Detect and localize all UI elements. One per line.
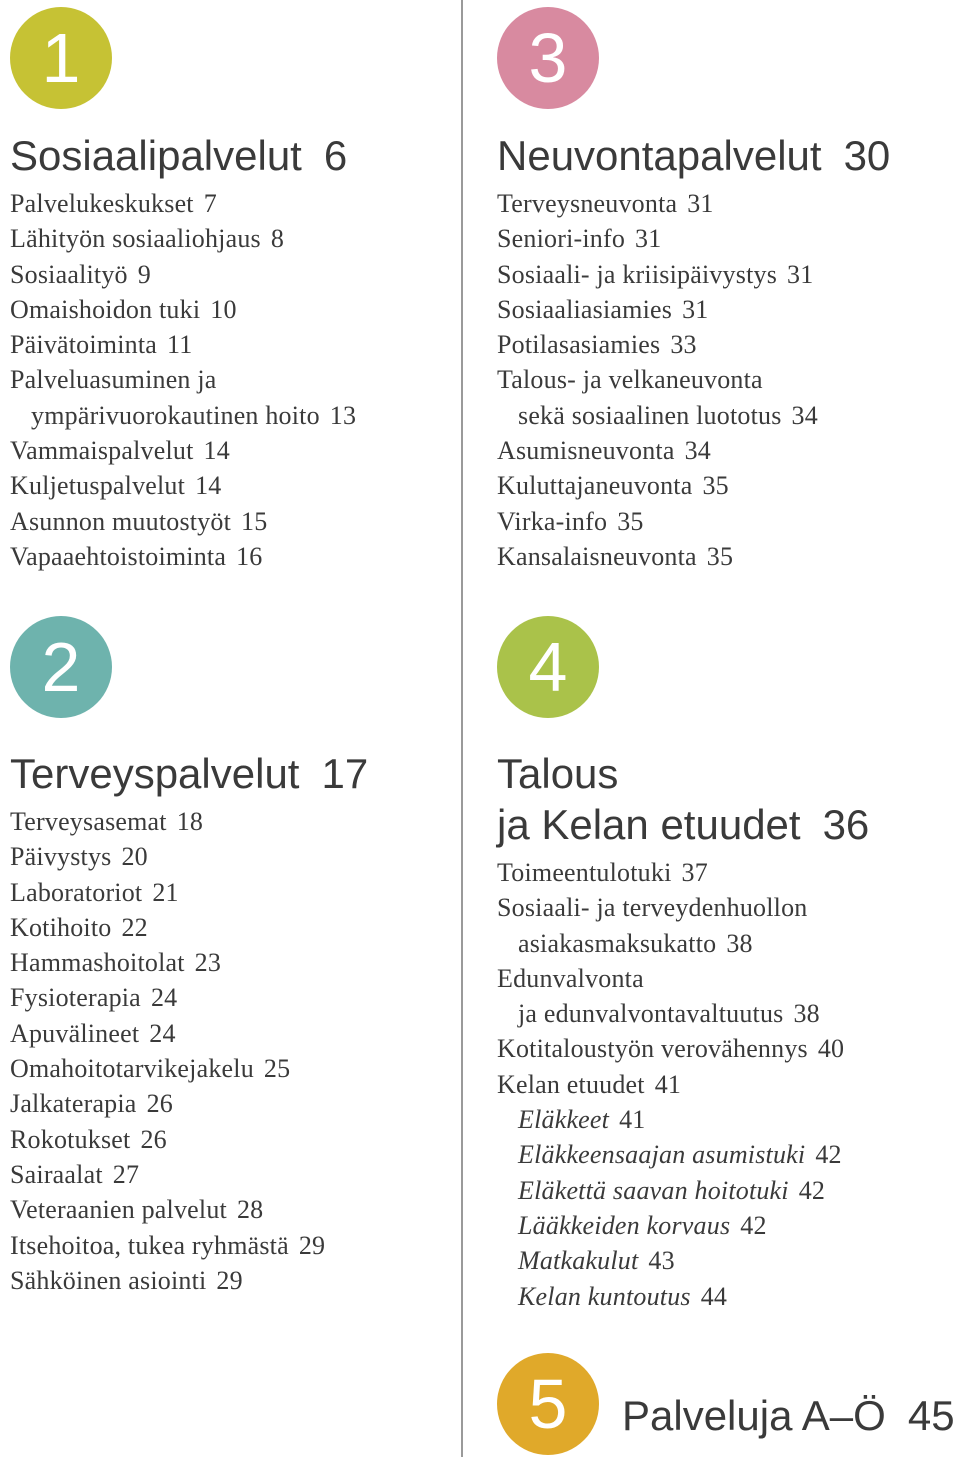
toc-entry[interactable]: Sairaalat 27 [10, 1159, 140, 1189]
section-4-badge [497, 616, 599, 718]
section-2-page: 17 [321, 750, 369, 797]
column-divider [461, 0, 463, 1457]
section-2-title[interactable] [10, 748, 368, 799]
toc-subentry[interactable]: Kelan kuntoutus 44 [518, 1281, 728, 1311]
section-4-list [497, 855, 844, 1314]
toc-entry[interactable]: Kuljetuspalvelut 14 [10, 471, 222, 501]
toc-entry[interactable]: Edunvalvonta [497, 963, 644, 993]
toc-entry[interactable]: Sosiaaliasiamies 31 [497, 294, 709, 324]
section-4-title-line1: Talous [497, 750, 619, 797]
section-2-number: 2 [41, 628, 81, 706]
section-5-badge [497, 1353, 599, 1455]
toc-subentry[interactable]: Eläkkeet 41 [518, 1105, 646, 1135]
toc-entry[interactable]: Itsehoitoa, tukea ryhmästä 29 [10, 1230, 326, 1260]
toc-entry[interactable]: Kotitaloustyön verovähennys 40 [497, 1034, 845, 1064]
toc-entry[interactable]: Kelan etuudet 41 [497, 1069, 682, 1099]
toc-entry[interactable]: Kansalaisneuvonta 35 [497, 541, 734, 571]
section-4-title[interactable] [497, 748, 869, 850]
toc-entry[interactable]: Veteraanien palvelut 28 [10, 1195, 264, 1225]
section-2-badge [10, 616, 112, 718]
section-4-page: 36 [822, 801, 870, 848]
toc-subentry[interactable]: Matkakulut 43 [518, 1246, 675, 1276]
section-1-page: 6 [323, 132, 348, 179]
section-5-number: 5 [528, 1365, 568, 1443]
toc-entry[interactable]: Talous- ja velkaneuvonta [497, 365, 763, 395]
section-3-title[interactable] [497, 130, 890, 181]
toc-entry[interactable]: Sosiaali- ja kriisipäivystys 31 [497, 259, 814, 289]
section-3-badge [497, 7, 599, 109]
section-4-number: 4 [528, 628, 568, 706]
section-4-title-line2-wrap [497, 799, 869, 850]
section-1-title[interactable] [10, 130, 347, 181]
toc-entry[interactable]: Virka-info 35 [497, 506, 644, 536]
toc-subentry[interactable]: Lääkkeiden korvaus 42 [518, 1210, 767, 1240]
section-3-page: 30 [843, 132, 891, 179]
section-1-title-text: Sosiaalipalvelut [10, 132, 302, 179]
toc-entry[interactable]: Jalkaterapia 26 [10, 1089, 173, 1119]
toc-entry[interactable]: Asunnon muutostyöt 15 [10, 506, 268, 536]
toc-subentry[interactable]: Eläkkeensaajan asumistuki 42 [518, 1140, 842, 1170]
toc-entry[interactable]: Sähköinen asiointi 29 [10, 1265, 243, 1295]
section-5-page: 45 [907, 1392, 955, 1439]
toc-entry[interactable]: Apuvälineet 24 [10, 1018, 176, 1048]
toc-entry[interactable]: Asumisneuvonta 34 [497, 436, 711, 466]
toc-entry[interactable]: Päivätoiminta 11 [10, 330, 193, 360]
toc-entry[interactable]: Palveluasuminen ja [10, 365, 217, 395]
toc-entry[interactable]: Hammashoitolat 23 [10, 948, 222, 978]
section-3-list [497, 186, 818, 574]
section-5-title[interactable] [622, 1390, 955, 1441]
section-1-number: 1 [41, 19, 81, 97]
toc-entry[interactable]: Rokotukset 26 [10, 1124, 167, 1154]
toc-entry[interactable]: Kuluttajaneuvonta 35 [497, 471, 729, 501]
toc-entry[interactable]: Vammaispalvelut 14 [10, 436, 230, 466]
section-5-title-text: Palveluja A–Ö [622, 1392, 886, 1439]
toc-entry[interactable]: Lähityön sosiaaliohjaus 8 [10, 224, 285, 254]
section-3-title-text: Neuvontapalvelut [497, 132, 822, 179]
toc-entry[interactable]: Sosiaali- ja terveydenhuollon [497, 893, 808, 923]
toc-entry-continued[interactable]: ympärivuorokautinen hoito 13 [31, 400, 357, 430]
toc-entry-continued[interactable]: ja edunvalvontavaltuutus 38 [518, 999, 820, 1029]
section-2-list [10, 804, 325, 1298]
section-4-title-line2: ja Kelan etuudet [497, 801, 801, 848]
toc-entry[interactable]: Fysioterapia 24 [10, 983, 178, 1013]
toc-entry[interactable]: Päivystys 20 [10, 842, 148, 872]
section-1-list [10, 186, 356, 574]
section-3-number: 3 [528, 19, 568, 97]
toc-subentry[interactable]: Eläkettä saavan hoitotuki 42 [518, 1175, 826, 1205]
section-1-badge [10, 7, 112, 109]
toc-entry[interactable]: Omahoitotarvikejakelu 25 [10, 1054, 291, 1084]
toc-entry-continued[interactable]: sekä sosiaalinen luototus 34 [518, 400, 818, 430]
toc-entry[interactable]: Kotihoito 22 [10, 912, 148, 942]
toc-entry-continued[interactable]: asiakasmaksukatto 38 [518, 928, 753, 958]
toc-entry[interactable]: Palvelukeskukset 7 [10, 189, 217, 218]
section-2-title-text: Terveyspalvelut [10, 750, 300, 797]
toc-entry[interactable]: Terveysasemat 18 [10, 807, 204, 836]
toc-entry[interactable]: Seniori-info 31 [497, 224, 662, 254]
toc-entry[interactable]: Sosiaalityö 9 [10, 259, 151, 289]
toc-entry[interactable]: Laboratoriot 21 [10, 877, 179, 907]
toc-entry[interactable]: Vapaaehtoistoiminta 16 [10, 541, 263, 571]
toc-entry[interactable]: Omaishoidon tuki 10 [10, 294, 237, 324]
toc-entry[interactable]: Terveysneuvonta 31 [497, 189, 714, 218]
toc-entry[interactable]: Potilasasiamies 33 [497, 330, 697, 360]
toc-entry[interactable]: Toimeentulotuki 37 [497, 858, 708, 887]
